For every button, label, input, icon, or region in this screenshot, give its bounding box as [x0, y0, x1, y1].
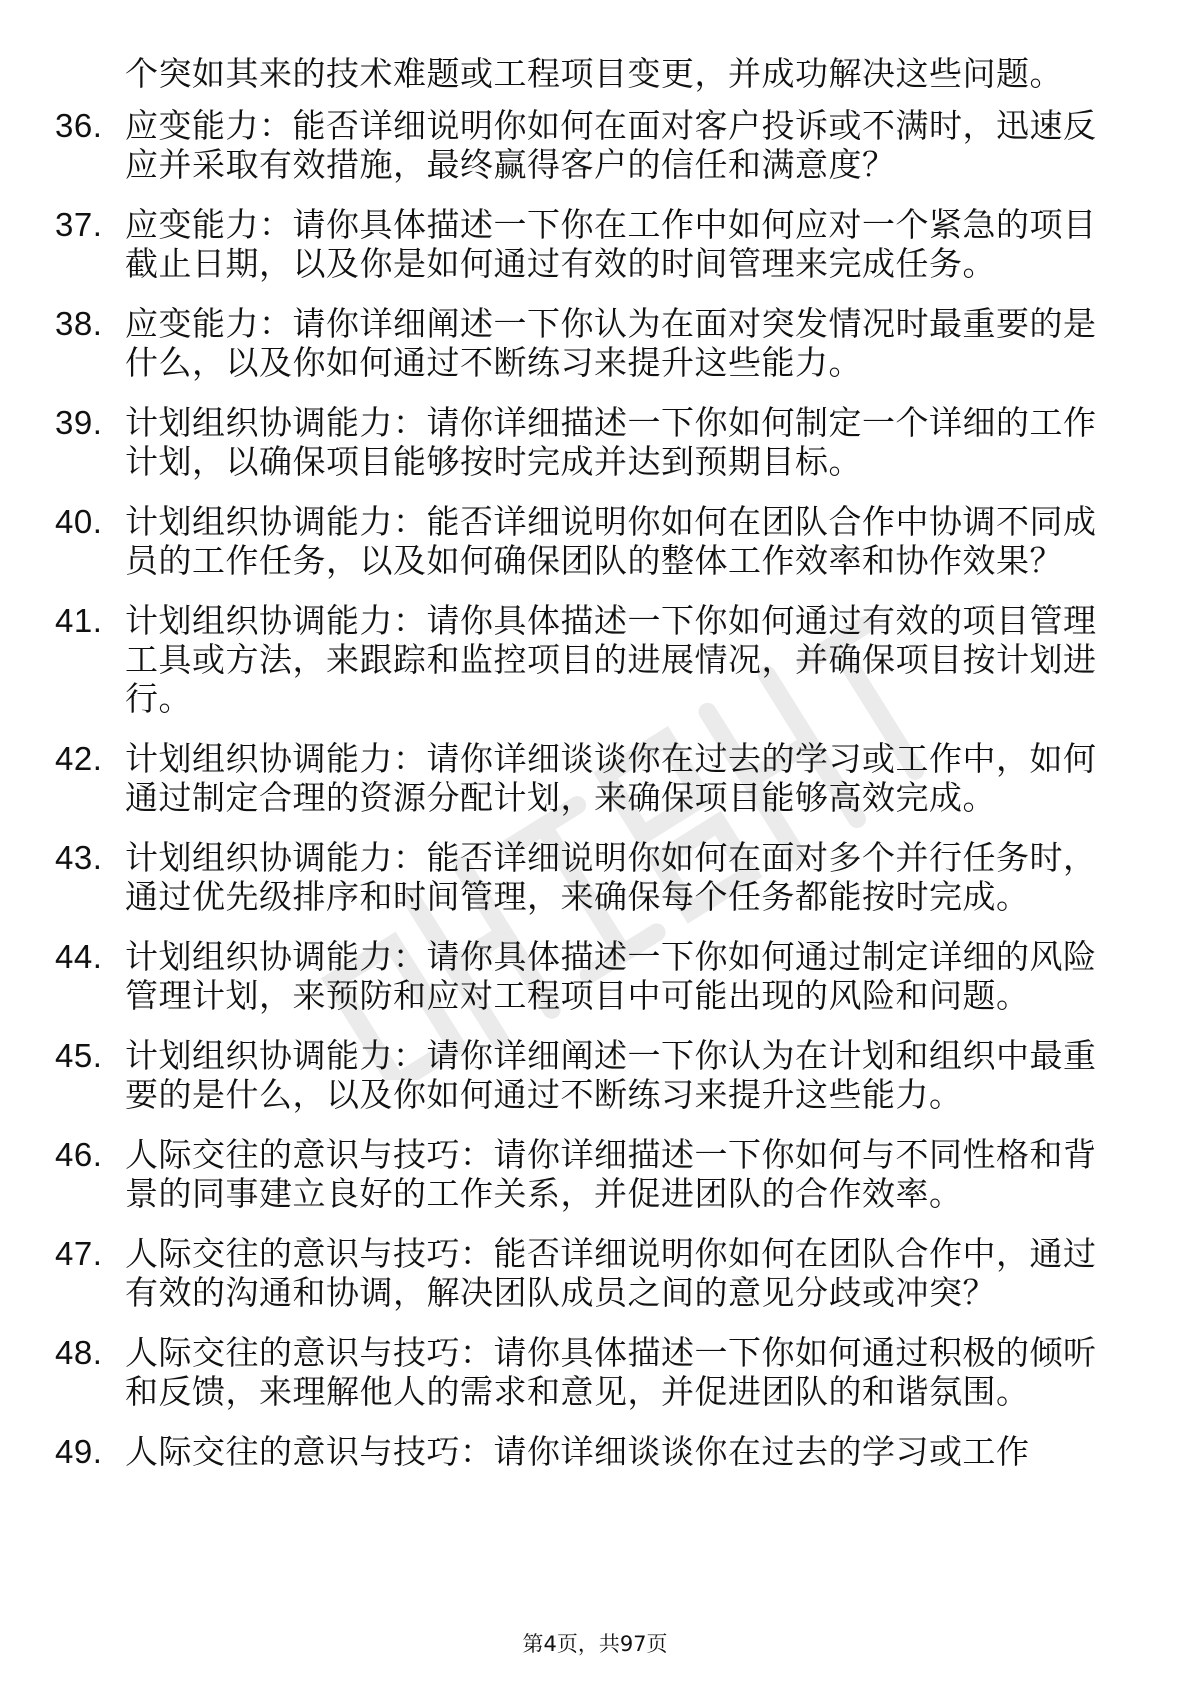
question-text: 应变能力：请你具体描述一下你在工作中如何应对一个紧急的项目截止日期，以及你是如何通过有效的时间管理来完成任务。 — [125, 205, 1097, 283]
question-text: 计划组织协调能力：请你详细阐述一下你认为在计划和组织中最重要的是什么，以及你如何通过不断练习来提升这些能力。 — [125, 1036, 1097, 1114]
question-text: 计划组织协调能力：请你具体描述一下你如何通过有效的项目管理工具或方法，来跟踪和监控项目的进展情况，并确保项目按计划进行。 — [125, 601, 1097, 718]
question-number: 47. — [55, 1235, 103, 1272]
question-number: 48. — [55, 1334, 103, 1371]
question-text: 计划组织协调能力：能否详细说明你如何在面对多个并行任务时，通过优先级排序和时间管理，来确保每个任务都能按时完成。 — [125, 838, 1097, 916]
page-footer: 第4页，共97页 — [522, 1632, 668, 1656]
question-text: 人际交往的意识与技巧：请你详细谈谈你在过去的学习或工作 — [125, 1432, 1030, 1471]
question-number: 49. — [55, 1433, 103, 1470]
question-item — [0, 937, 1115, 1015]
question-number: 42. — [55, 740, 103, 777]
question-item — [0, 1036, 1115, 1114]
question-item — [0, 838, 1115, 916]
question-number: 44. — [55, 938, 103, 975]
question-text: 计划组织协调能力：能否详细说明你如何在团队合作中协调不同成员的工作任务，以及如何确保团队的整体工作效率和协作效果？ — [125, 502, 1097, 580]
question-number: 40. — [55, 503, 103, 540]
question-item — [0, 304, 1115, 382]
question-number: 37. — [55, 206, 103, 243]
question-text: 人际交往的意识与技巧：能否详细说明你如何在团队合作中，通过有效的沟通和协调，解决团队成员之间的意见分歧或冲突？ — [125, 1234, 1097, 1312]
question-text: 计划组织协调能力：请你详细描述一下你如何制定一个详细的工作计划，以确保项目能够按时完成并达到预期目标。 — [125, 403, 1097, 481]
question-number: 46. — [55, 1136, 103, 1173]
question-item — [0, 1333, 1115, 1411]
question-item — [0, 1432, 1115, 1471]
question-item — [0, 502, 1115, 580]
question-item — [0, 739, 1115, 817]
question-number: 45. — [55, 1037, 103, 1074]
question-number: 36. — [55, 107, 103, 144]
question-number: 39. — [55, 404, 103, 441]
continued-text: 个突如其来的技术难题或工程项目变更，并成功解决这些问题。 — [125, 54, 1063, 93]
question-number: 38. — [55, 305, 103, 342]
question-item — [0, 601, 1115, 718]
question-text: 计划组织协调能力：请你具体描述一下你如何通过制定详细的风险管理计划，来预防和应对工程项目中可能出现的风险和问题。 — [125, 937, 1097, 1015]
question-text: 应变能力：能否详细说明你如何在面对客户投诉或不满时，迅速反应并采取有效措施，最终赢得客户的信任和满意度？ — [125, 106, 1097, 184]
question-text: 人际交往的意识与技巧：请你具体描述一下你如何通过积极的倾听和反馈，来理解他人的需求和意见，并促进团队的和谐氛围。 — [125, 1333, 1097, 1411]
question-text: 应变能力：请你详细阐述一下你认为在面对突发情况时最重要的是什么，以及你如何通过不断练习来提升这些能力。 — [125, 304, 1097, 382]
question-item — [0, 106, 1115, 184]
question-item — [0, 403, 1115, 481]
question-text: 人际交往的意识与技巧：请你详细描述一下你如何与不同性格和背景的同事建立良好的工作关系，并促进团队的合作效率。 — [125, 1135, 1097, 1213]
question-item — [0, 1135, 1115, 1213]
question-number: 43. — [55, 839, 103, 876]
question-text: 计划组织协调能力：请你详细谈谈你在过去的学习或工作中，如何通过制定合理的资源分配计划，来确保项目能够高效完成。 — [125, 739, 1097, 817]
question-number: 41. — [55, 602, 103, 639]
question-item — [0, 205, 1115, 283]
question-list — [0, 106, 1190, 1492]
question-item — [0, 1234, 1115, 1312]
